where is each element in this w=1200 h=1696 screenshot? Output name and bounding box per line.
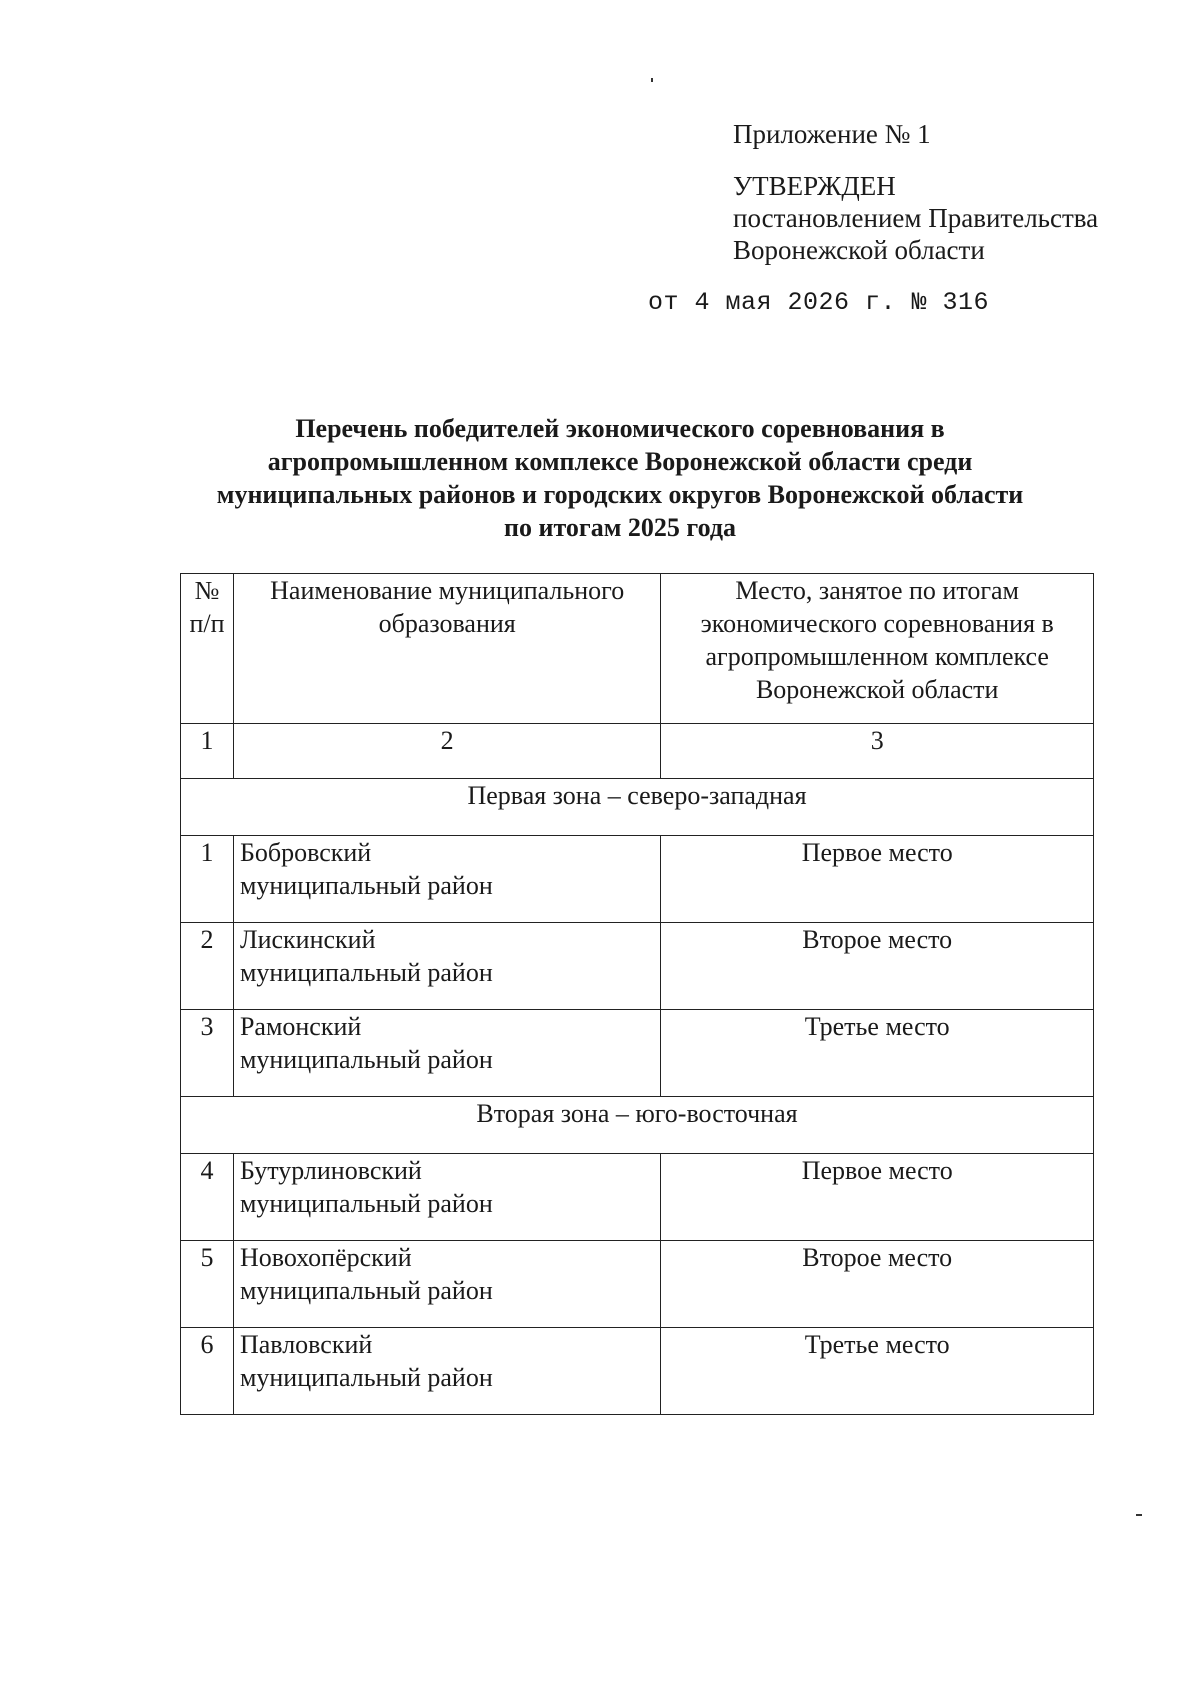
column-number-row (181, 724, 1094, 779)
header-municipality: Наименование муниципального образования (233, 574, 660, 724)
title-line-4: по итогам 2025 года (504, 513, 736, 542)
row-number: 1 (181, 836, 234, 923)
column-number: 2 (233, 724, 660, 779)
zone-title: Вторая зона – юго-восточная (181, 1097, 1094, 1154)
municipality-name: Бобровский муниципальный район (233, 836, 660, 923)
municipality-name: Бутурлиновский муниципальный район (233, 1154, 660, 1241)
title-line-2: агропромышленном комплексе Воронежской области среди (267, 447, 973, 476)
approved-by-line-1: постановлением Правительства (733, 203, 1099, 233)
scan-speck (1136, 1514, 1142, 1516)
column-number: 1 (181, 724, 234, 779)
approved-label: УТВЕРЖДЕН (733, 171, 896, 201)
row-number: 2 (181, 923, 234, 1010)
winners-table (180, 573, 1094, 1415)
table-row (181, 1154, 1094, 1241)
zone-row (181, 1097, 1094, 1154)
municipality-name: Лискинский муниципальный район (233, 923, 660, 1010)
approval-block (733, 118, 1098, 266)
header-place: Место, занятое по итогам экономического соревнования в агропромышленном комплексе Воронежской области (661, 574, 1094, 724)
table-row (181, 923, 1094, 1010)
title-line-1: Перечень победителей экономического соревнования в (295, 414, 945, 443)
municipality-name: Павловский муниципальный район (233, 1328, 660, 1415)
scan-speck (651, 78, 653, 82)
row-number: 3 (181, 1010, 234, 1097)
table-row (181, 1010, 1094, 1097)
place-value: Второе место (661, 1241, 1094, 1328)
appendix-label: Приложение № 1 (733, 119, 931, 149)
place-value: Первое место (661, 836, 1094, 923)
zone-title: Первая зона – северо-западная (181, 779, 1094, 836)
place-value: Первое место (661, 1154, 1094, 1241)
approved-by-line-2: Воронежской области (733, 235, 985, 265)
table-header-row (181, 574, 1094, 724)
row-number: 4 (181, 1154, 234, 1241)
zone-row (181, 779, 1094, 836)
table-row (181, 836, 1094, 923)
document-title (180, 412, 1060, 544)
column-number: 3 (661, 724, 1094, 779)
place-value: Третье место (661, 1328, 1094, 1415)
row-number: 5 (181, 1241, 234, 1328)
table-row (181, 1328, 1094, 1415)
place-value: Третье место (661, 1010, 1094, 1097)
row-number: 6 (181, 1328, 234, 1415)
title-line-3: муниципальных районов и городских округов Воронежской области (216, 480, 1024, 509)
place-value: Второе место (661, 923, 1094, 1010)
municipality-name: Рамонский муниципальный район (233, 1010, 660, 1097)
municipality-name: Новохопёрский муниципальный район (233, 1241, 660, 1328)
table-row (181, 1241, 1094, 1328)
header-number: № п/п (181, 574, 234, 724)
decree-date-number: от 4 мая 2026 г. № 316 (648, 288, 990, 317)
